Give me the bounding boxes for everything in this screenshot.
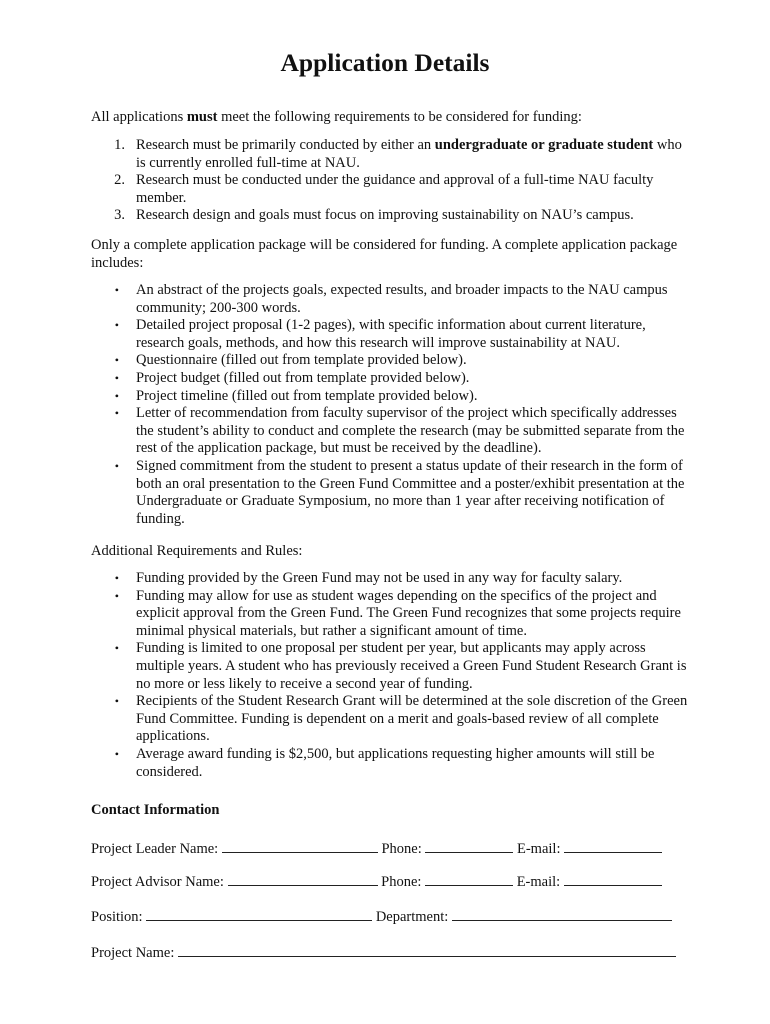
list-item: 2. Research must be conducted under the guidance and approval of a full-time NAU faculty member. — [114, 172, 654, 206]
project-advisor-phone-field[interactable] — [425, 871, 513, 886]
rules-list — [91, 570, 691, 781]
project-advisor-row: Project Advisor Name: Phone: E-mail: — [91, 871, 681, 891]
project-advisor-email-field[interactable] — [564, 871, 662, 886]
list-item: • Project timeline (filled out from template provided below). — [114, 387, 478, 404]
list-item: • Letter of recommendation from faculty supervisor of the project which specifically addresses the student’s ability to conduct and complete the research (may be submitted separate from the rest of the application package, but must be received by the deadline). — [114, 405, 685, 457]
contact-heading: Contact Information — [91, 802, 220, 818]
rules-intro-paragraph: Additional Requirements and Rules: — [91, 543, 303, 559]
list-item: • Average award funding is $2,500, but applications requesting higher amounts will still be considered. — [114, 745, 655, 780]
requirements-list — [91, 137, 691, 225]
list-item: • Funding may allow for use as student wages depending on the specifics of the project and explicit approval from the Green Fund. The Green Fund recognizes that some projects require minimal physical materials, but rather a significant amount of time. — [114, 587, 681, 639]
list-item: • Questionnaire (filled out from template provided below). — [114, 352, 467, 369]
list-item: • Signed commitment from the student to present a status update of their research in the form of both an oral presentation to the Green Fund Committee and a poster/exhibit presentation at the Undergraduate or Graduate Symposium, no more than 1 year after receiving notification of funding. — [114, 457, 685, 527]
package-items-list — [91, 282, 691, 528]
page-title: Application Details — [280, 48, 490, 77]
list-item: • Funding provided by the Green Fund may not be used in any way for faculty salary. — [114, 570, 623, 586]
project-leader-email-field[interactable] — [564, 838, 662, 853]
project-advisor-name-field[interactable] — [228, 871, 378, 886]
list-item: • Recipients of the Student Research Grant will be determined at the sole discretion of the Green Fund Committee. Funding is dependent on a merit and goals-based review of all complete applications. — [114, 693, 688, 745]
project-leader-row: Project Leader Name: Phone: E-mail: — [91, 838, 681, 858]
intro-paragraph: All applications must meet the following requirements to be considered for funding: — [91, 109, 582, 125]
list-item: 1. Research must be primarily conducted by either an undergraduate or graduate student who is currently enrolled full-time at NAU. — [114, 137, 682, 171]
position-row: Position: Department: — [91, 906, 681, 926]
list-item: • Project budget (filled out from template provided below). — [114, 369, 470, 386]
package-intro-paragraph: Only a complete application package will be considered for funding. A complete application package includes: — [91, 237, 678, 271]
list-item: • Detailed project proposal (1-2 pages), with specific information about current literature, research goals, methods, and how this research will improve sustainability at NAU. — [114, 317, 646, 351]
project-leader-phone-field[interactable] — [425, 838, 513, 853]
list-item: • Funding is limited to one proposal per student per year, but applicants may apply across multiple years. A student who has previously received a Green Fund Student Research Grant is no more or less likely to receive a second year of funding. — [114, 640, 687, 692]
project-name-row: Project Name: — [91, 942, 681, 962]
project-name-field[interactable] — [178, 942, 676, 957]
project-leader-name-field[interactable] — [222, 838, 378, 853]
department-field[interactable] — [452, 906, 672, 921]
position-field[interactable] — [146, 906, 372, 921]
list-item: • An abstract of the projects goals, expected results, and broader impacts to the NAU campus community; 200-300 words. — [114, 282, 668, 316]
list-item: 3. Research design and goals must focus on improving sustainability on NAU’s campus. — [114, 207, 634, 224]
